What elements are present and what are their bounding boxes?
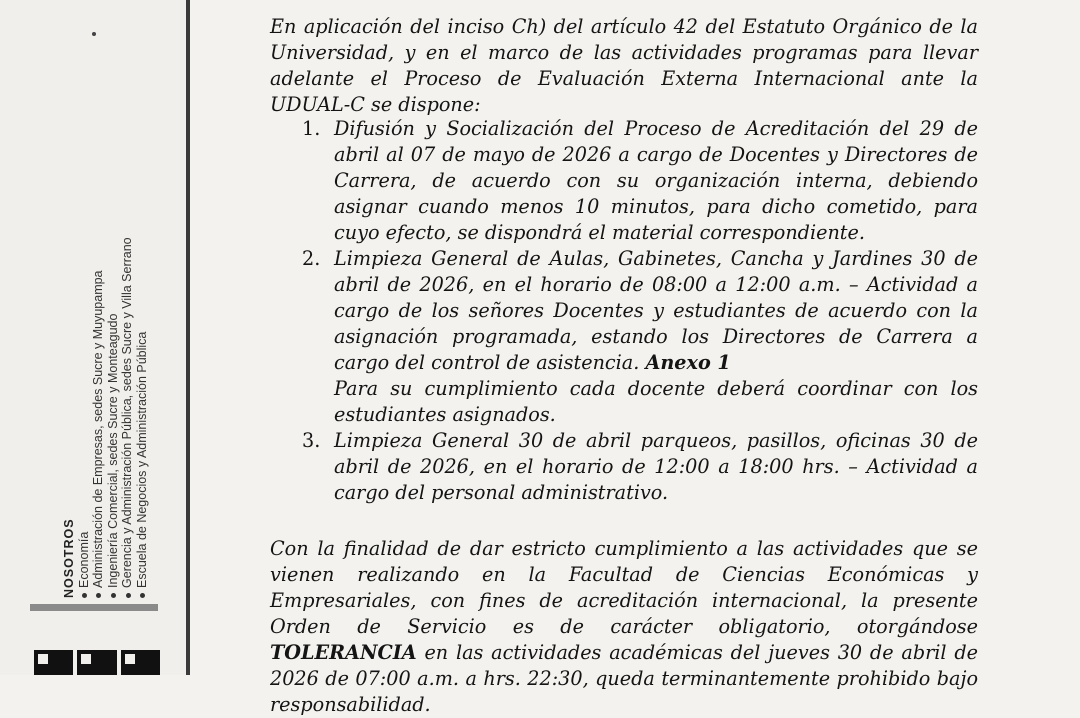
closing-paragraph	[270, 536, 978, 718]
intro-paragraph: En aplicación del inciso Ch) del artículo 42 del Estatuto Orgánico de la Universidad, y en el marco de las actividades programas para llevar adelante el Proceso de Evaluación Externa Internacional ante la UDUAL-C se dispone:	[270, 15, 978, 116]
item-number: 1.	[302, 117, 321, 140]
annex-label: Anexo 1	[645, 351, 731, 374]
list-item	[302, 428, 978, 506]
item-note: Para su cumplimiento cada docente deberá coordinar con los estudiantes asignados.	[334, 377, 978, 426]
sidebar-item: Escuela de Negocios y Administración Pública	[135, 237, 150, 598]
sidebar-band	[30, 604, 158, 611]
sidebar-item: Economía	[77, 237, 92, 598]
tolerance-emphasis: TOLERANCIA	[270, 641, 417, 664]
bullet-icon	[82, 593, 87, 598]
bullet-icon	[96, 593, 101, 598]
list-item	[302, 246, 978, 428]
sidebar-about-block	[62, 237, 150, 598]
item-text: Limpieza General de Aulas, Gabinetes, Cancha y Jardines 30 de abril de 2026, en el horario de 08:00 a 12:00 a.m. – Actividad a cargo de los señores Docentes y estudiantes de acuerdo con la asignación programada, estando los Directores de Carrera a cargo del control de asistencia.	[334, 247, 978, 374]
bullet-icon	[111, 593, 116, 598]
sidebar-heading: NOSOTROS	[62, 518, 76, 598]
directive-list	[302, 116, 978, 506]
item-text: Limpieza General 30 de abril parqueos, pasillos, oficinas 30 de abril de 2026, en el horario de 12:00 a 18:00 hrs. – Actividad a cargo del personal administrativo.	[334, 429, 978, 504]
closing-text-end: en las actividades académicas del jueves 30 de abril de 2026 de 07:00 a.m. a hrs. 22:30, queda terminantemente prohibido bajo responsabilidad.	[270, 641, 978, 716]
item-number: 2.	[302, 247, 321, 270]
qr-code-icon	[34, 650, 160, 675]
closing-text-start: Con la finalidad de dar estricto cumplimiento a las actividades que se vienen realizando en la Facultad de Ciencias Económicas y Empresariales, con fines de acreditación internacional, la presente Orden de Servicio es de carácter obligatorio, otorgándose	[270, 537, 978, 638]
left-sidebar	[0, 0, 190, 675]
scan-mark	[92, 32, 96, 36]
bullet-icon	[126, 593, 131, 598]
item-number: 3.	[302, 429, 321, 452]
list-item	[302, 116, 978, 246]
document-body	[198, 0, 1080, 716]
sidebar-item: Administración de Empresas, sedes Sucre y Muyupampa	[91, 237, 106, 598]
sidebar-divider	[186, 0, 190, 675]
bullet-icon	[140, 593, 145, 598]
sidebar-item: Ingeniería Comercial, sedes Sucre y Monteagudo	[106, 237, 121, 598]
sidebar-item: Gerencia y Administración Pública, sedes Sucre y Villa Serrano	[120, 237, 135, 598]
item-text: Difusión y Socialización del Proceso de Acreditación del 29 de abril al 07 de mayo de 2026 a cargo de Docentes y Directores de Carrera, de acuerdo con su organización interna, debiendo asignar cuando menos 10 minutos, para dicho cometido, para cuyo efecto, se dispondrá el material correspondiente.	[334, 117, 978, 244]
